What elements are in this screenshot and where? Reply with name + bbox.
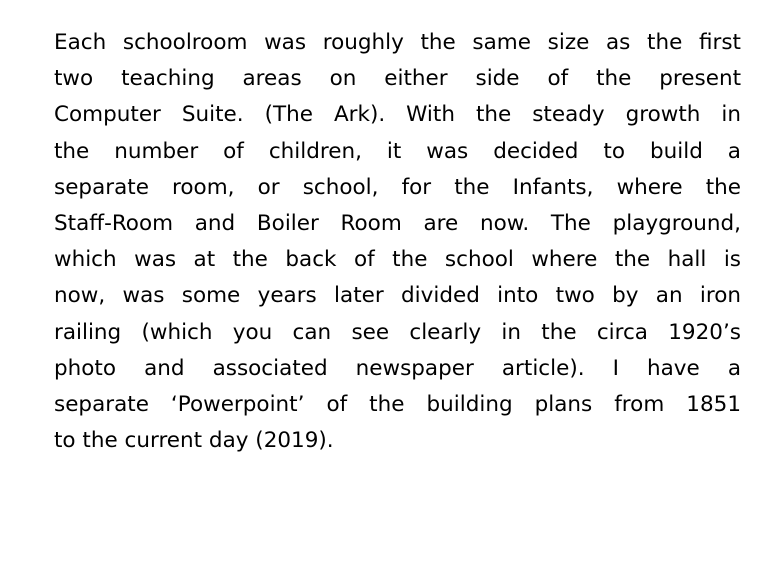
paragraph-line: Each schoolroom was roughly the same size as the first xyxy=(54,30,741,55)
paragraph-line: which was at the back of the school where the hall is xyxy=(54,247,741,273)
paragraph-line: photo and associated newspaper article). I have a xyxy=(54,355,741,381)
paragraph-line: now, was some years later divided into two by an iron xyxy=(54,283,741,309)
paragraph-line: Computer Suite. (The Ark). With the steady growth in xyxy=(54,102,741,128)
paragraph-line: to the current day (2019). xyxy=(54,428,334,454)
paragraph-line: separate ‘Powerpoint’ of the building plans from 1851 xyxy=(54,391,741,417)
paragraph-line: separate room, or school, for the Infants, where the xyxy=(54,174,741,200)
paragraph-line: two teaching areas on either side of the present xyxy=(54,66,741,92)
paragraph-line: Staff-Room and Boiler Room are now. The playground, xyxy=(54,210,741,236)
paragraph-line: railing (which you can see clearly in the circa 1920’s xyxy=(54,319,741,345)
paragraph-line: the number of children, it was decided to build a xyxy=(54,138,741,164)
body-paragraph xyxy=(54,25,741,459)
